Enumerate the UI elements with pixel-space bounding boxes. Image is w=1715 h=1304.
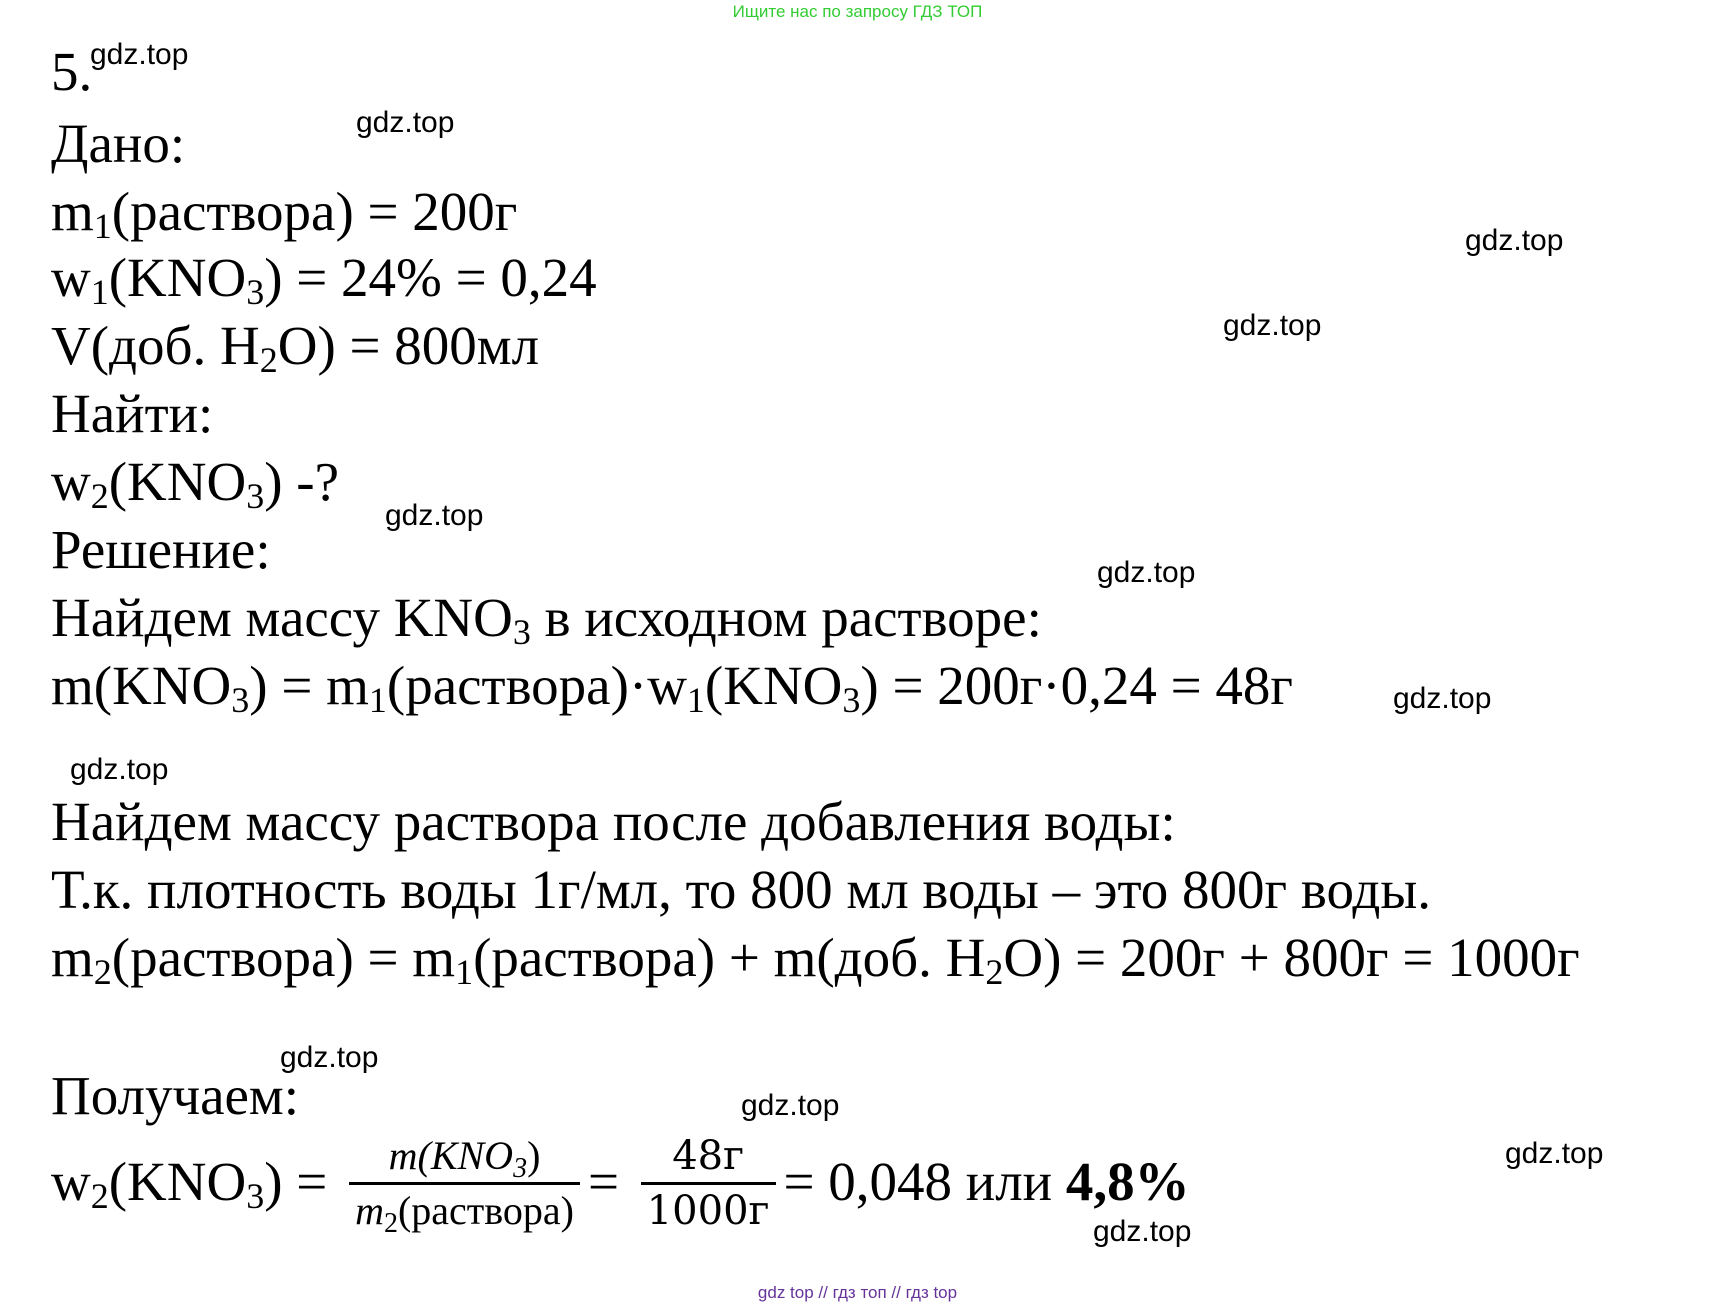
step2-note: Т.к. плотность воды 1г/мл, то 800 мл воды – это 800г воды.	[51, 859, 1432, 920]
watermark: gdz.top	[385, 499, 484, 532]
problem-number: 5.	[51, 41, 93, 102]
given-water-volume: V(доб. $H_2O) = 800мл$	[51, 315, 540, 380]
watermark: gdz.top	[1223, 309, 1322, 342]
top-search-banner: Ищите нас по запросу ГДЗ ТОП	[732, 2, 983, 21]
given-solution-mass: $m_1(раствора) = 200г$	[51, 181, 518, 246]
step2-text: Найдем массу раствора после добавления воды:	[51, 791, 1176, 852]
given-heading: Дано:	[51, 113, 186, 174]
step1-formula: $m(KNO_3)$ = $m_1(раствора)\cdot w_1(KNO_3) = 200г\cdot 0,24 = 48г$	[51, 655, 1293, 720]
step2-formula: $m_2(раствора)$ = $m_1(раствора) + m(доб$. $H_2O) = 200г + 800г = 1000г$	[51, 927, 1580, 992]
watermark: gdz.top	[1093, 1215, 1192, 1248]
mass-fraction-formula: $\frac{m(KNO_3)}{m_2(раствора)}$	[349, 1130, 580, 1237]
solution-heading: Решение:	[51, 519, 271, 580]
find-heading: Найти:	[51, 383, 214, 444]
bottom-banner: gdz top // гдз топ // гдз top	[757, 1283, 958, 1302]
watermark: gdz.top	[1393, 682, 1492, 715]
step1-text: Найдем массу $KNO_3$ в исходном растворе:	[51, 587, 1042, 652]
watermark: gdz.top	[356, 106, 455, 139]
watermark: gdz.top	[280, 1041, 379, 1074]
watermark: gdz.top	[1505, 1137, 1604, 1170]
result-heading: Получаем:	[51, 1065, 300, 1126]
final-answer: 4,8%	[1065, 1151, 1190, 1212]
result-formula: $w_2(KNO_3)$ = $\frac{m(KNO_3)}{m_2(раствора)}$ = $\frac{48г}{1000г}$ = 0,048 или 4,8%	[51, 1132, 1190, 1242]
watermark: gdz.top	[70, 753, 169, 786]
watermark: gdz.top	[741, 1089, 840, 1122]
watermark: gdz.top	[1465, 224, 1564, 257]
watermark: gdz.top	[90, 38, 189, 71]
watermark: gdz.top	[1097, 556, 1196, 589]
given-mass-fraction: $w_1(KNO_3) = 24\% = 0,24$	[51, 247, 597, 312]
find-target: $w_2(KNO_3)$ -?	[51, 451, 340, 516]
numeric-fraction: $\frac{48г}{1000г}$	[641, 1130, 776, 1237]
